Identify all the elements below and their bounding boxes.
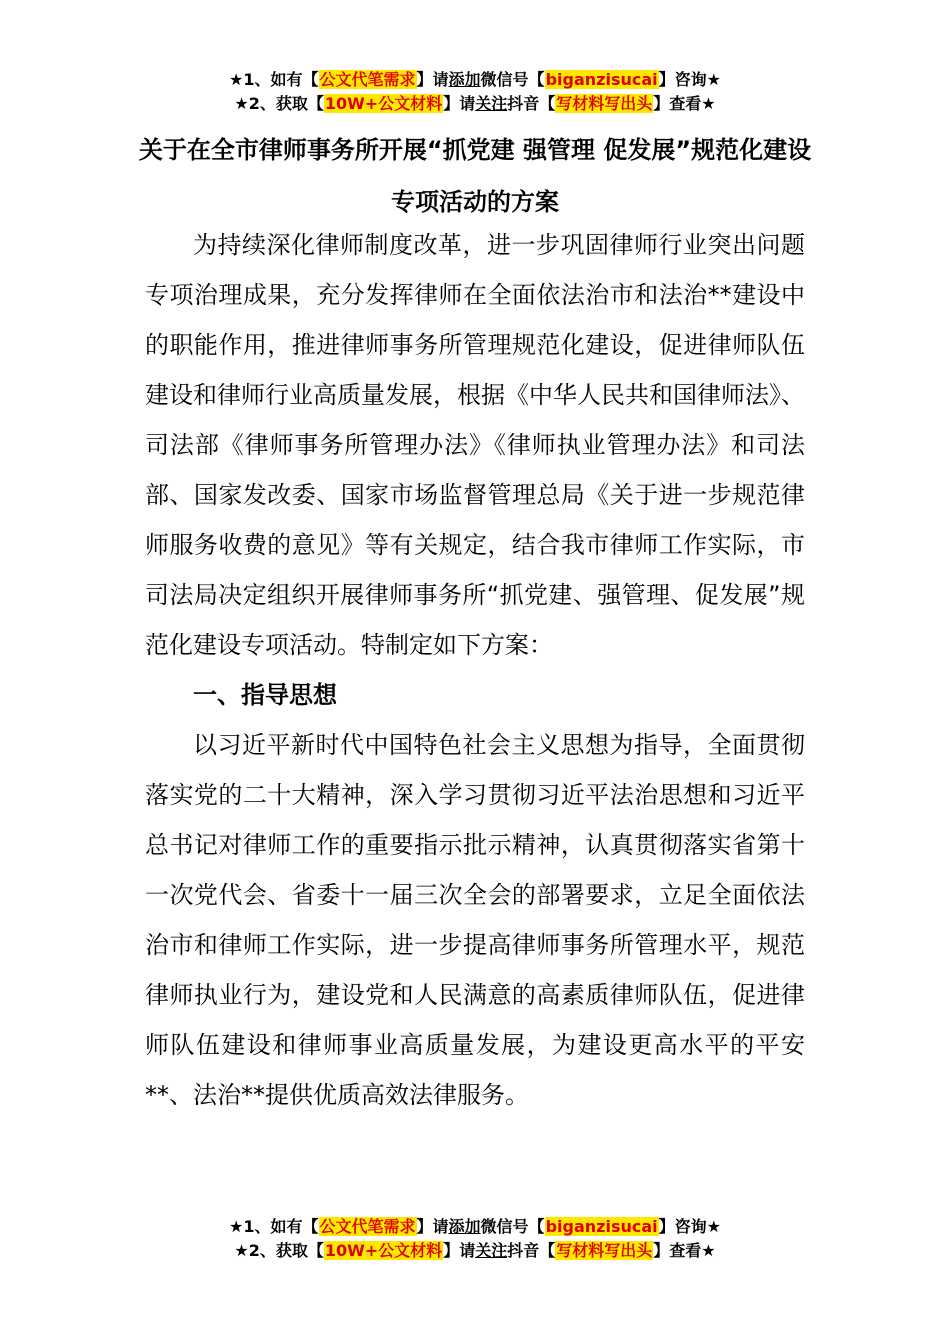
promo-underlined: 添加 bbox=[448, 70, 481, 89]
promo-text: ★2、获取【 bbox=[234, 94, 324, 113]
document-body bbox=[145, 220, 805, 1120]
promo-line-2 bbox=[0, 92, 950, 116]
promo-highlight: 写材料写出头 bbox=[556, 94, 653, 113]
promo-line-1 bbox=[0, 68, 950, 92]
promo-highlight: biganzisucai bbox=[545, 1217, 658, 1236]
promo-text: ★1、如有【 bbox=[229, 70, 319, 89]
promo-line-2 bbox=[0, 1239, 950, 1263]
promo-text: 】请 bbox=[416, 1217, 449, 1236]
promo-text: 微信号【 bbox=[480, 1217, 545, 1236]
promo-text: ★1、如有【 bbox=[229, 1217, 319, 1236]
promo-highlight: 公文代笔需求 bbox=[319, 1217, 416, 1236]
promo-text: 抖音【 bbox=[507, 94, 556, 113]
promo-text: 】查看★ bbox=[653, 1241, 716, 1260]
promo-underlined: 添加 bbox=[448, 1217, 481, 1236]
promo-text: 】请 bbox=[443, 94, 476, 113]
section-heading: 一、指导思想 bbox=[193, 681, 337, 709]
promo-underlined: 关注 bbox=[475, 1241, 508, 1260]
promo-text: 抖音【 bbox=[507, 1241, 556, 1260]
document-title: 关于在全市律师事务所开展“抓党建 强管理 促发展”规范化建设专项活动的方案 bbox=[138, 136, 812, 216]
section-paragraph: 以习近平新时代中国特色社会主义思想为指导，全面贯彻落实党的二十大精神，深入学习贯彻习近平法治思想和习近平总书记对律师工作的重要指示批示精神，认真贯彻落实省第十一次党代会、省委十一届三次全会的部署要求，立足全面依法治市和律师工作实际，进一步提高律师事务所管理水平，规范律师执业行为，建设党和人民满意的高素质律师队伍，促进律师队伍建设和律师事业高质量发展，为建设更高水平的平安**、法治**提供优质高效法律服务。 bbox=[145, 731, 805, 1109]
promo-footer bbox=[0, 1215, 950, 1263]
promo-line-1 bbox=[0, 1215, 950, 1239]
promo-highlight: 10W+公文材料 bbox=[324, 1241, 443, 1260]
promo-text: ★2、获取【 bbox=[234, 1241, 324, 1260]
intro-paragraph: 为持续深化律师制度改革，进一步巩固律师行业突出问题专项治理成果，充分发挥律师在全面依法治市和法治**建设中的职能作用，推进律师事务所管理规范化建设，促进律师队伍建设和律师行业高质量发展，根据《中华人民共和国律师法》、司法部《律师事务所管理办法》《律师执业管理办法》和司法部、国家发改委、国家市场监督管理总局《关于进一步规范律师服务收费的意见》等有关规定，结合我市律师工作实际，市司法局决定组织开展律师事务所“抓党建、强管理、促发展”规范化建设专项活动。特制定如下方案： bbox=[145, 231, 805, 659]
promo-text: 】请 bbox=[416, 70, 449, 89]
promo-text: 】咨询★ bbox=[658, 1217, 721, 1236]
promo-highlight: biganzisucai bbox=[545, 70, 658, 89]
promo-header bbox=[0, 68, 950, 116]
promo-highlight: 写材料写出头 bbox=[556, 1241, 653, 1260]
promo-text: 】请 bbox=[443, 1241, 476, 1260]
promo-text: 】咨询★ bbox=[658, 70, 721, 89]
promo-underlined: 关注 bbox=[475, 94, 508, 113]
promo-text: 】查看★ bbox=[653, 94, 716, 113]
promo-highlight: 10W+公文材料 bbox=[324, 94, 443, 113]
promo-highlight: 公文代笔需求 bbox=[319, 70, 416, 89]
promo-text: 微信号【 bbox=[480, 70, 545, 89]
